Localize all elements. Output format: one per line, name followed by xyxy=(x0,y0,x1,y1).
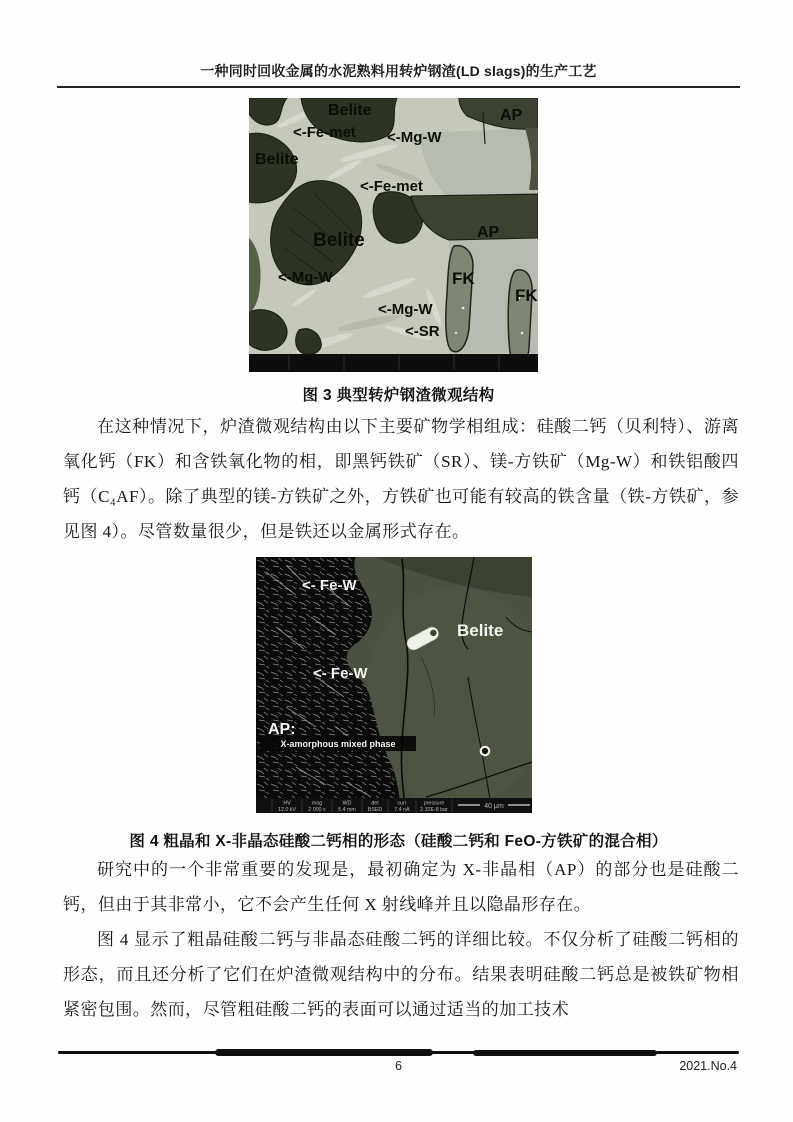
fig4-label-fe-w-2: <- Fe-W xyxy=(313,665,368,682)
figure-4-micrograph xyxy=(256,557,532,813)
info-header-pressure: pressure xyxy=(423,800,445,807)
fig3-label-mg-w-3: <-Mg-W xyxy=(378,301,433,318)
fig4-label-fe-w-1: <- Fe-W xyxy=(302,577,357,594)
fig4-label-ap: AP: xyxy=(268,721,296,738)
figure-3-micrograph xyxy=(249,98,538,372)
info-value-pressure: 2.32E-8 bar xyxy=(420,807,448,813)
info-header-mag: mag xyxy=(311,800,323,807)
fig4-pore-ring xyxy=(481,747,489,755)
info-value-wd: 5.4 mm xyxy=(338,807,356,813)
fig3-label-fe-met-1: <-Fe-met xyxy=(293,124,356,141)
footer-page-number: 6 xyxy=(395,1059,402,1073)
figure-3-sem-image xyxy=(249,98,538,372)
info-header-wd: WD xyxy=(342,800,352,807)
fig3-label-belite-top: Belite xyxy=(328,102,372,119)
info-value-hv: 12.0 kV xyxy=(278,807,296,813)
paragraph-3: 图 4 显示了粗晶硅酸二钙与非晶态硅酸二钙的详细比较。不仅分析了硅酸二钙相的形态，而且还分析了它们在炉渣微观结构中的分布。结果表明硅酸二钙总是被铁矿物相紧密包围。然而，尽管粗硅酸二钙的表面可以通过适当的加工技术 xyxy=(63,930,739,1019)
paragraph-1: 在这种情况下，炉渣微观结构由以下主要矿物学相组成：硅酸二钙（贝利特）、游离氧化钙（FK）和含铁氧化物的相，即黑钙铁矿（SR）、镁-方铁矿（Mg-W）和铁铝酸四钙（C₄AF）。除了典型的镁-方铁矿之外，方铁矿也可能有较高的铁含量（铁-方铁矿，参见图 4）。尽管数量很少，但是铁还以金属形式存在。 xyxy=(63,417,739,541)
fig3-label-mg-w-1: <-Mg-W xyxy=(387,129,442,146)
info-value-det: BSED xyxy=(367,807,383,813)
figure-3-caption: 图 3 典型转炉钢渣微观结构 xyxy=(302,387,495,404)
info-header-curr: curr xyxy=(397,800,407,807)
figure-4-caption: 图 4 粗晶和 X-非晶态硅酸二钙相的形态（硅酸二钙和 FeO-方铁矿的混合相） xyxy=(129,833,668,850)
fig4-scale-label: 40 μm xyxy=(484,803,504,810)
paragraph-2: 研究中的一个非常重要的发现是，最初确定为 X-非晶相（AP）的部分也是硅酸二钙，但由于其非常小，它不会产生任何 X 射线峰并且以隐晶形存在。 xyxy=(63,860,739,914)
footer-rule xyxy=(58,1051,739,1054)
info-header-det: det xyxy=(371,800,379,807)
fig3-bottom-bar xyxy=(249,354,538,372)
fig3-label-belite-left: Belite xyxy=(255,151,299,168)
fig4-label-belite: Belite xyxy=(457,621,504,640)
fig3-label-mg-w-2: <-Mg-W xyxy=(278,269,333,286)
fig3-label-fe-met-2: <-Fe-met xyxy=(360,178,423,195)
footer-issue: 2021.No.4 xyxy=(679,1059,737,1073)
fig4-label-amorphous: X-amorphous mixed phase xyxy=(280,739,396,749)
fig3-label-ap-mid: AP xyxy=(477,224,500,241)
fig3-label-fk-2: FK xyxy=(515,286,538,305)
fig3-label-fk-1: FK xyxy=(452,269,475,288)
info-value-mag: 2 000 x xyxy=(308,807,326,813)
fig3-label-belite-center: Belite xyxy=(313,230,365,251)
header-rule xyxy=(57,86,740,88)
info-value-curr: 7.4 nA xyxy=(394,807,410,813)
fig3-label-sr: <-SR xyxy=(405,323,440,340)
figure-4-sem-image xyxy=(256,557,532,813)
fig3-label-ap-top: AP xyxy=(500,107,523,124)
info-header-hv: HV xyxy=(283,800,291,807)
header-title: 一种同时回收金属的水泥熟料用转炉钢渣(LD slags)的生产工艺 xyxy=(200,63,597,79)
